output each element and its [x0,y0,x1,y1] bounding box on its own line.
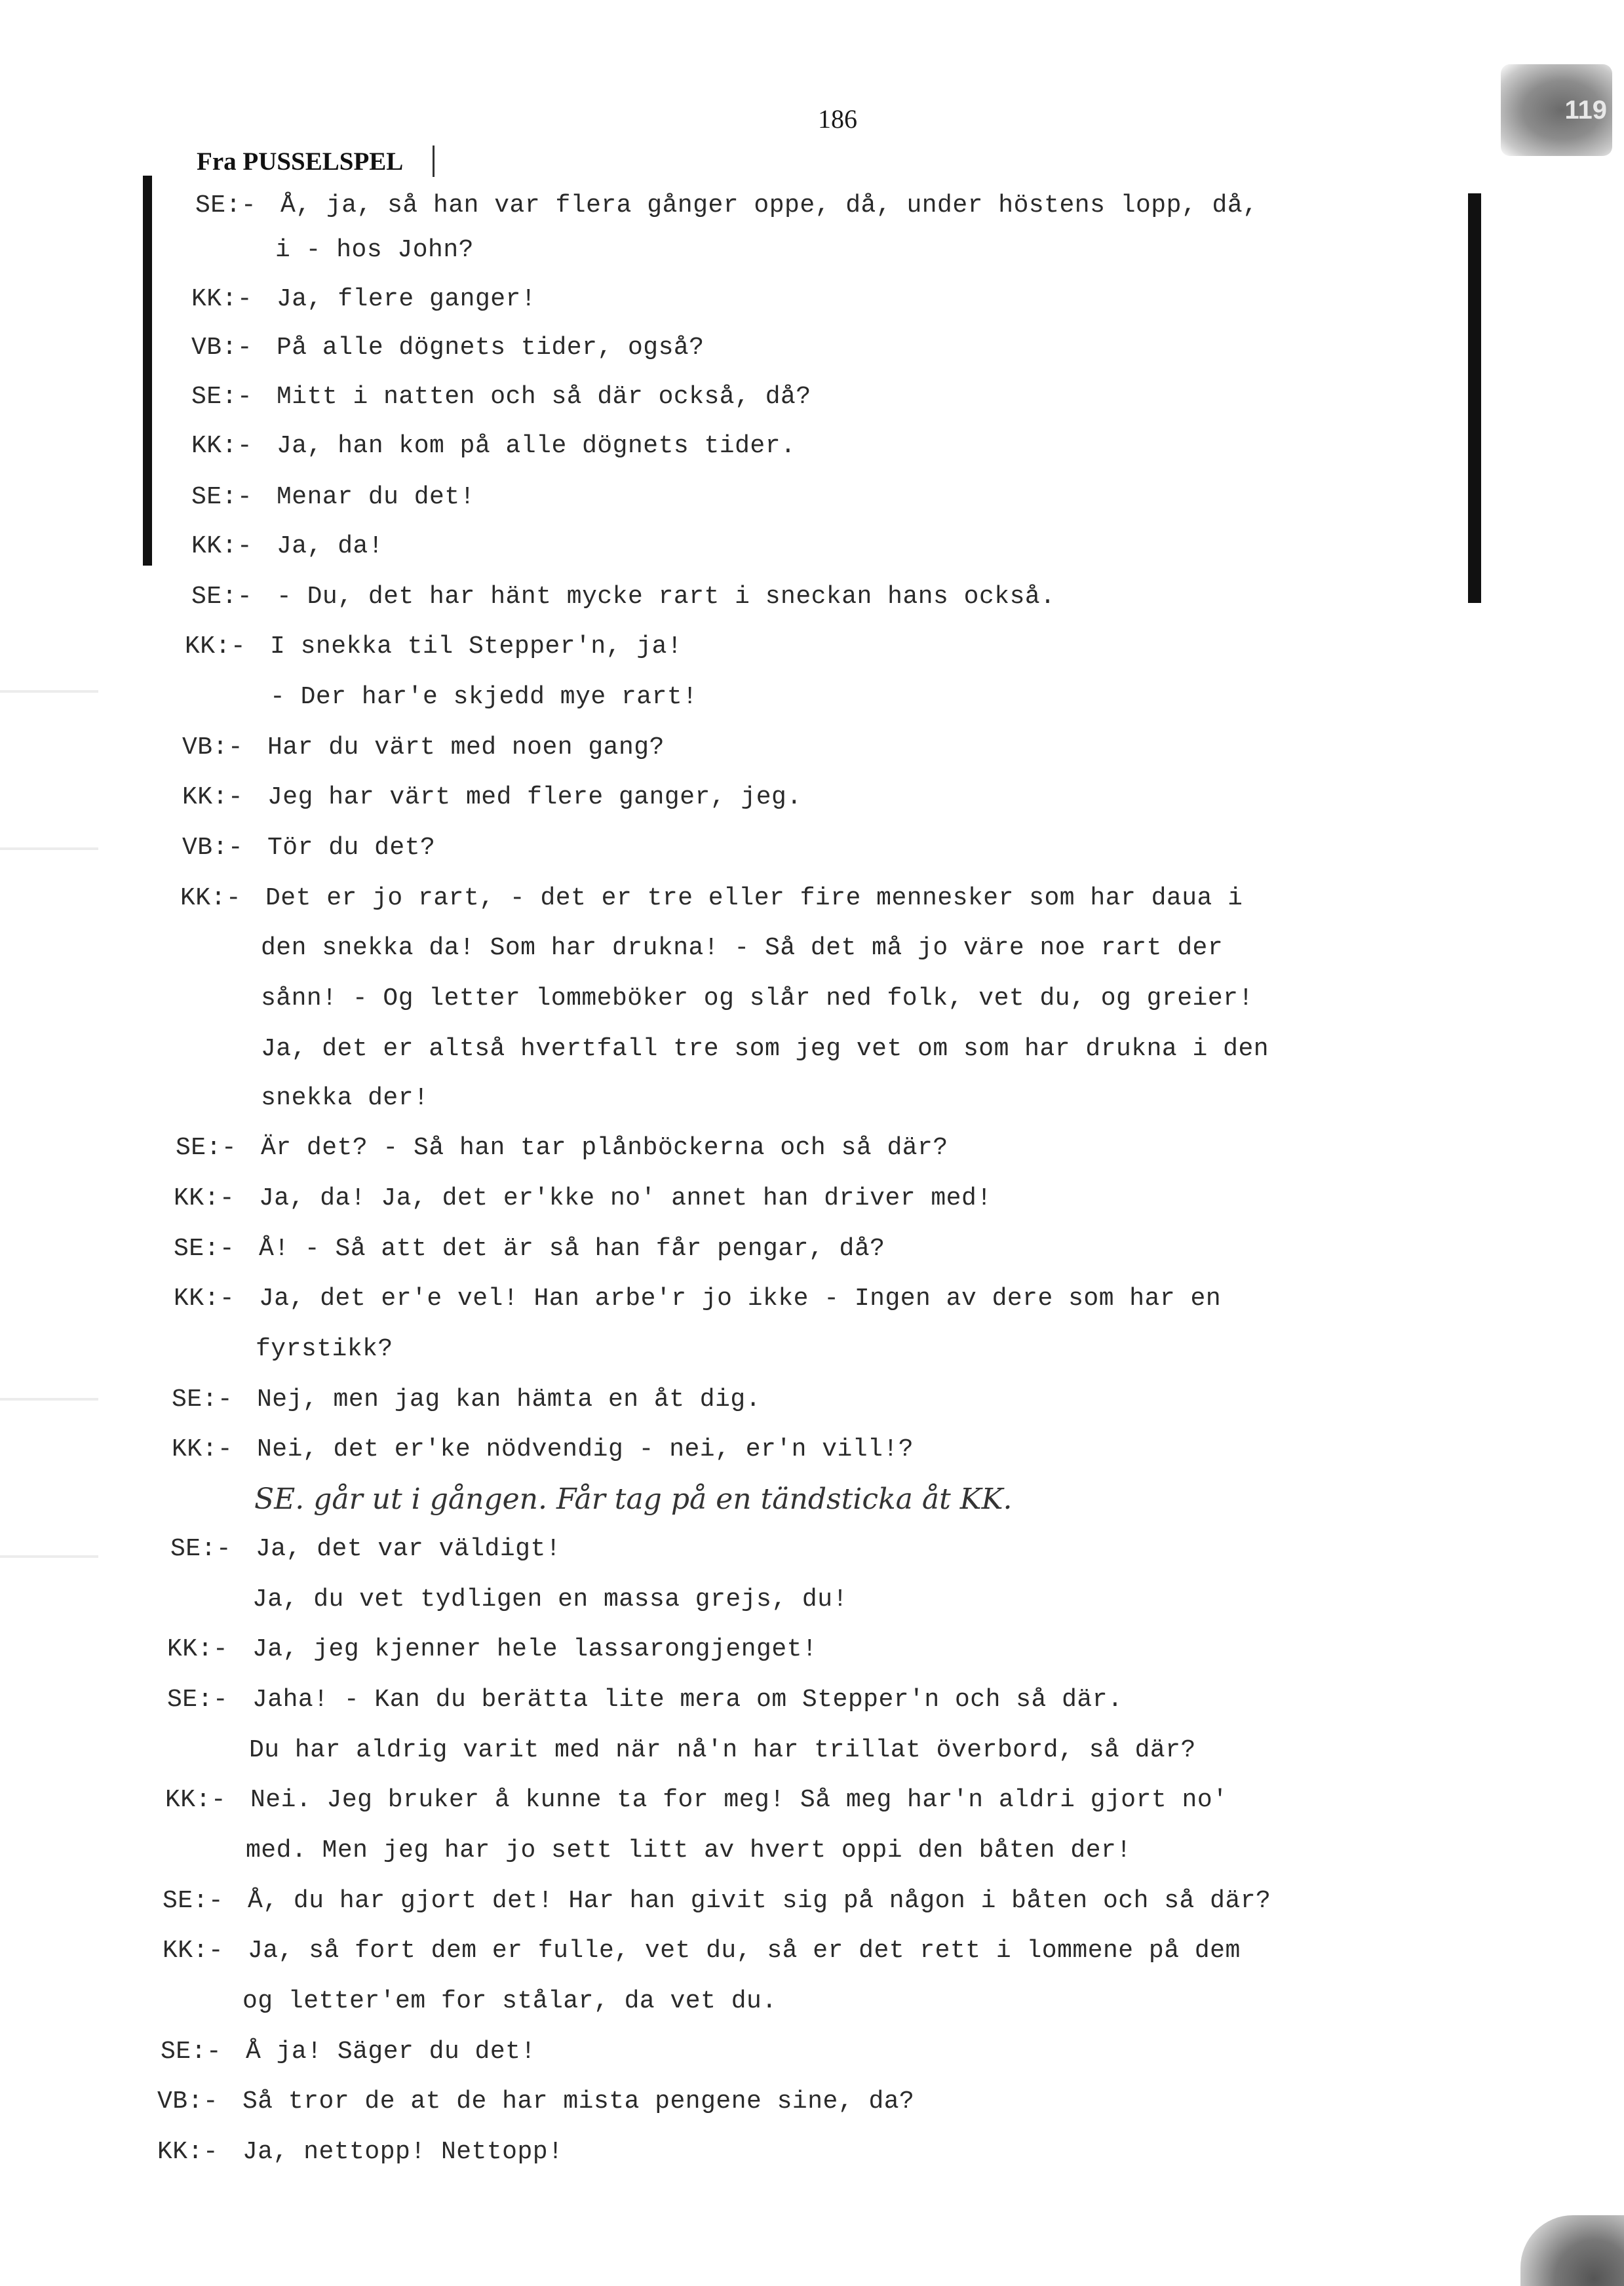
line-text: Jeg har värt med flere ganger, jeg. [267,783,802,811]
speaker-label: SE:- [176,1134,237,1162]
transcript-line [191,385,811,410]
transcript-line [174,1186,992,1211]
speaker-label: KK:- [180,884,242,912]
transcript-line [252,1587,848,1612]
transcript-line [191,287,536,312]
speaker-label: KK:- [157,2138,219,2166]
line-text: sånn! - Og letter lommeböker og slår ned folk, vet du, og greier! [261,984,1254,1013]
transcript-line [182,785,802,810]
line-text: Tör du det? [267,834,436,862]
transcript-line [191,585,1056,610]
speaker-label: SE:- [195,191,257,220]
transcript-line [170,1537,561,1562]
speaker-label: KK:- [172,1435,233,1463]
line-text: Nej, men jag kan hämta en åt dig. [257,1385,762,1414]
speaker-label: SE:- [161,2038,222,2066]
line-text: Ja, da! Ja, det er'kke no' annet han driver med! [259,1184,992,1212]
line-text: Ja, nettopp! Nettopp! [242,2138,564,2166]
speaker-label: VB:- [157,2087,219,2116]
speaker-label: KK:- [163,1937,224,1965]
transcript-line [191,485,475,510]
speaker-label: SE:- [174,1235,235,1263]
line-text: i - hos John? [275,236,474,264]
transcript-line [174,1237,885,1262]
line-text: Har du värt med noen gang? [267,733,665,762]
line-text: Ja, det var väldigt! [256,1535,562,1563]
line-text: Är det? - Så han tar plånböckerna och så där? [261,1134,948,1162]
speaker-label: KK:- [185,632,246,661]
transcript-line [261,1086,429,1111]
transcript-line [261,1037,1269,1062]
line-text: Menar du det! [277,483,475,511]
transcript-line [256,1337,393,1362]
stage-direction: SE. går ut i gången. Får tag på en tändsticka åt KK. [254,1482,1013,1516]
document-header: Fra PUSSELSPEL [197,147,404,176]
transcript-line [182,836,435,861]
transcript-line [176,1136,948,1161]
transcript-line [242,1989,777,2014]
speaker-label: SE:- [191,583,253,611]
speaker-label: VB:- [182,733,244,762]
transcript-line [180,886,1243,911]
speaker-label: SE:- [191,383,253,411]
speaker-label: KK:- [165,1786,227,1814]
speaker-label: VB:- [191,334,253,362]
line-text: Ja, jeg kjenner hele lassarongjenget! [252,1635,818,1663]
punch-hole-mark [0,847,98,850]
transcript-line [174,1287,1221,1311]
transcript-line [163,1889,1271,1914]
line-text: Ja, da! [277,532,384,560]
speaker-label: SE:- [167,1686,229,1714]
line-text: Å, du har gjort det! Har han givit sig på någon i båten och så där? [248,1887,1271,1915]
speaker-label: KK:- [191,432,253,460]
line-text: Det er jo rart, - det er tre eller fire mennesker som har daua i [265,884,1243,912]
header-margin-tick [433,145,435,177]
line-text: fyrstikk? [256,1335,393,1363]
speaker-label: SE:- [191,483,253,511]
speaker-label: SE:- [170,1535,232,1563]
line-text: Å, ja, så han var flera gånger oppe, då, under höstens lopp, då, [280,191,1258,220]
line-text: Nei. Jeg bruker å kunne ta for meg! Så meg har'n aldri gjort no' [250,1786,1228,1814]
transcript-line [182,735,665,760]
transcript-line [270,685,698,710]
speaker-label: KK:- [174,1285,235,1313]
transcript-line [275,238,474,263]
transcript-line [191,534,383,559]
left-margin-bar [143,176,152,566]
scan-corner-smudge [1520,2215,1624,2286]
transcript-line [191,434,796,459]
line-text: Du har aldrig varit med när nå'n har trillat överbord, så där? [249,1736,1196,1764]
transcript-line [163,1939,1241,1964]
transcript-line [185,634,682,659]
speaker-label: SE:- [163,1887,224,1915]
transcript-line [246,1838,1132,1863]
transcript-line [261,986,1254,1011]
punch-hole-mark [0,1398,98,1401]
line-text: Jaha! - Kan du berätta lite mera om Stepper'n och så där. [252,1686,1123,1714]
transcript-line [167,1688,1123,1713]
line-text: Å ja! Säger du det! [246,2038,536,2066]
speaker-label: KK:- [182,783,244,811]
line-text: Mitt i natten och så där också, då? [277,383,811,411]
speaker-label: KK:- [174,1184,235,1212]
speaker-label: KK:- [191,285,253,313]
line-text: Så tror de at de har mista pengene sine, da? [242,2087,915,2116]
right-margin-bar [1468,193,1481,603]
line-text: - Du, det har hänt mycke rart i sneckan hans också. [277,583,1056,611]
transcript-line [191,336,705,360]
speaker-label: SE:- [172,1385,233,1414]
line-text: Ja, han kom på alle dögnets tider. [277,432,796,460]
line-text: - Der har'e skjedd mye rart! [270,683,698,711]
transcript-line [167,1637,817,1662]
line-text: Ja, flere ganger! [277,285,537,313]
punch-hole-mark [0,1555,98,1558]
transcript-line [157,2089,914,2114]
line-text: Ja, du vet tydligen en massa grejs, du! [252,1585,848,1614]
transcript-line [165,1788,1228,1813]
line-text: Ja, det er altså hvertfall tre som jeg vet om som har drukna i den [261,1035,1269,1063]
line-text: På alle dögnets tider, også? [277,334,705,362]
speaker-label: KK:- [191,532,253,560]
line-text: Nei, det er'ke nödvendig - nei, er'n vill!? [257,1435,914,1463]
line-text: Ja, så fort dem er fulle, vet du, så er det rett i lommene på dem [248,1937,1241,1965]
transcript-line [172,1437,914,1462]
transcript-line [249,1738,1196,1763]
line-text: og letter'em for stålar, da vet du. [242,1987,777,2015]
archive-number: 119 [1564,95,1607,125]
transcript-line [195,193,1258,218]
transcript-line [172,1387,761,1412]
line-text: den snekka da! Som har drukna! - Så det må jo väre noe rart der [261,934,1224,962]
line-text: Ja, det er'e vel! Han arbe'r jo ikke - Ingen av dere som har en [259,1285,1222,1313]
transcript-line [261,936,1223,961]
line-text: Å! - Så att det är så han får pengar, då? [259,1235,885,1263]
speaker-label: VB:- [182,834,244,862]
transcript-line [161,2040,536,2064]
line-text: I snekka til Stepper'n, ja! [270,632,683,661]
speaker-label: KK:- [167,1635,229,1663]
line-text: med. Men jeg har jo sett litt av hvert oppi den båten der! [246,1836,1132,1865]
scan-archive-stamp [1501,64,1612,156]
line-text: snekka der! [261,1084,429,1112]
punch-hole-mark [0,690,98,693]
transcript-line [157,2140,563,2165]
page-number: 186 [818,104,857,134]
